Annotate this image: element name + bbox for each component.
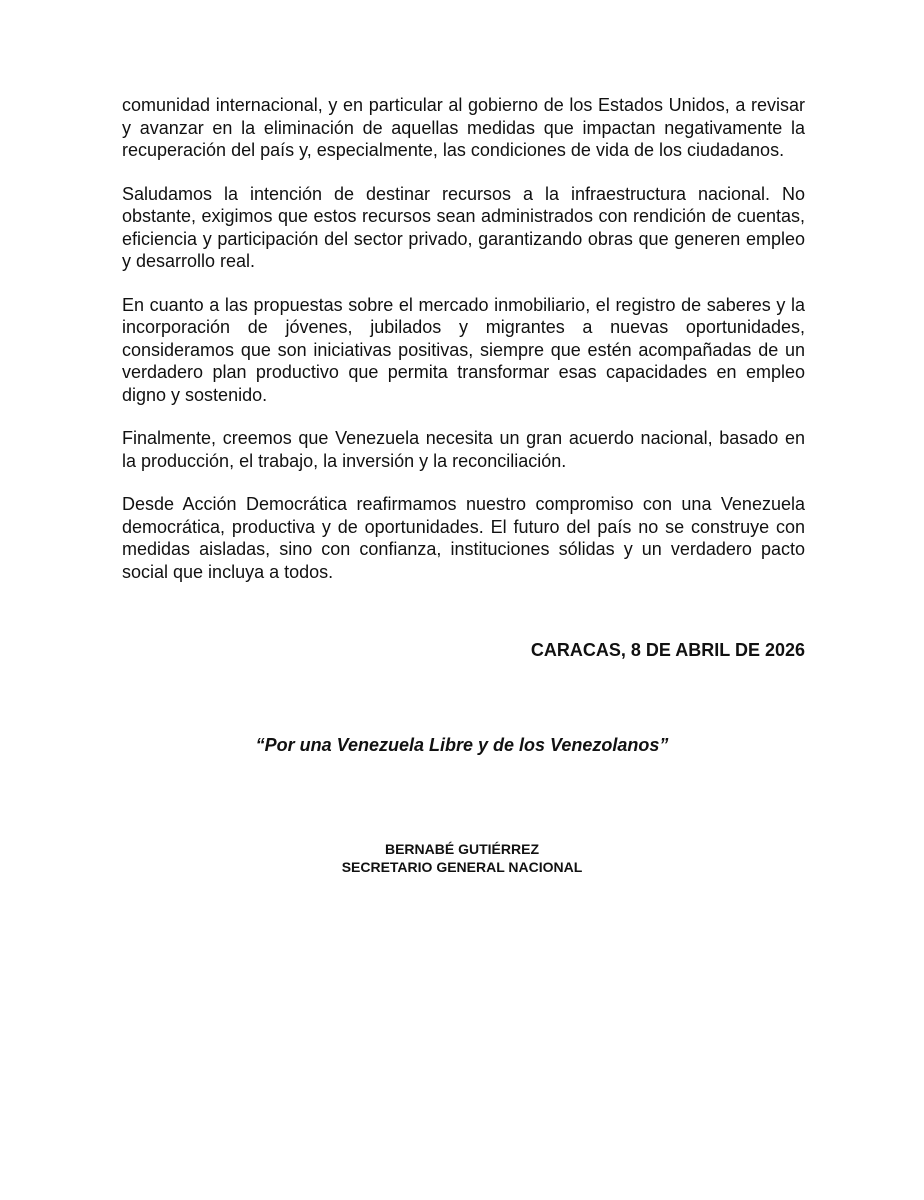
paragraph-commitment: Desde Acción Democrática reafirmamos nuestro compromiso con una Venezuela democrática, productiva y de oportunidades. El futuro del país no se construye con medidas aisladas, sino con confianza, instituciones sólidas y un verdadero pacto social que incluya a todos. xyxy=(122,494,805,582)
document-body xyxy=(122,94,805,604)
paragraph-infrastructure: Saludamos la intención de destinar recursos a la infraestructura nacional. No obstante, exigimos que estos recursos sean administrados con rendición de cuentas, eficiencia y participación del sector privado, garantizando obras que generen empleo y desarrollo real. xyxy=(122,183,805,271)
signatory-name: BERNABÉ GUTIÉRREZ xyxy=(384,841,539,857)
paragraph-national-agreement: Finalmente, creemos que Venezuela necesita un gran acuerdo nacional, basado en la producción, el trabajo, la inversión y la reconciliación. xyxy=(122,428,805,471)
signature-block xyxy=(0,840,924,876)
paragraph-real-estate-proposals: En cuanto a las propuestas sobre el mercado inmobiliario, el registro de saberes y la incorporación de jóvenes, jubilados y migrantes a nuevas oportunidades, consideramos que son iniciativas positivas, siempre que estén acompañadas de un verdadero plan productivo que permita transformar esas capacidades en empleo digno y sostenido. xyxy=(122,294,805,405)
paragraph-international-measures: comunidad internacional, y en particular al gobierno de los Estados Unidos, a revisar y avanzar en la eliminación de aquellas medidas que impactan negativamente la recuperación del país y, especialmente, las condiciones de vida de los ciudadanos. xyxy=(122,95,805,160)
date-line: CARACAS, 8 DE ABRIL DE 2026 xyxy=(530,640,805,660)
signatory-title: SECRETARIO GENERAL NACIONAL xyxy=(341,859,583,875)
motto: “Por una Venezuela Libre y de los Venezolanos” xyxy=(255,735,669,755)
